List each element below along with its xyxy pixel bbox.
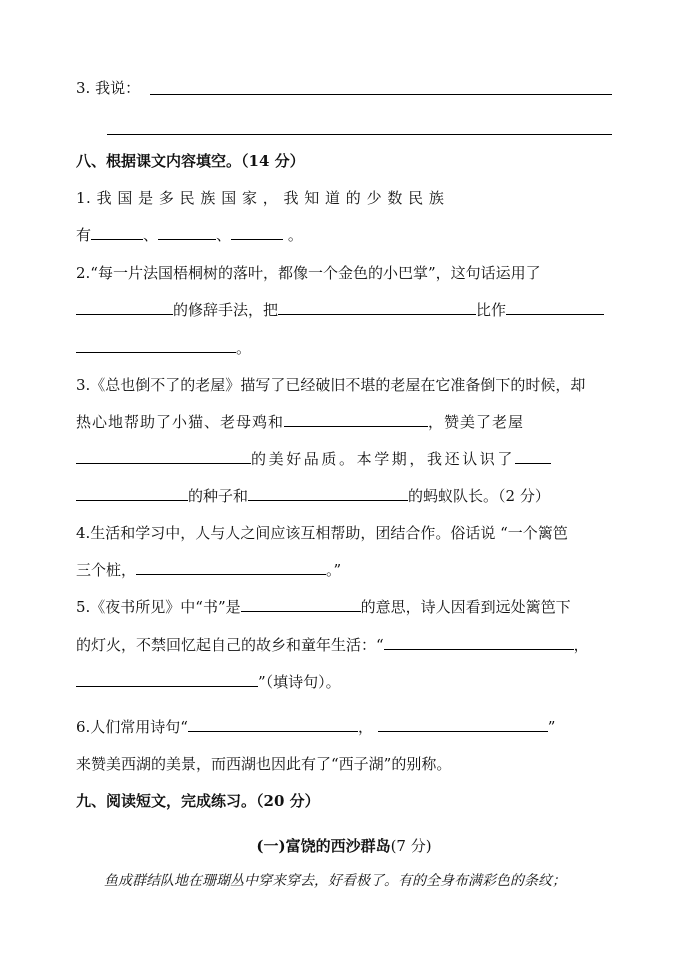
end-mark: 。 (236, 339, 252, 357)
item-5-line-3 (76, 670, 614, 694)
item-4-line-1: 4.生活和学习中，人与人之间应该互相帮助，团结合作。俗话说 “一个篱笆 (76, 524, 568, 542)
blank[interactable] (506, 300, 604, 315)
item-3-line-1: 3.《总也倒不了的老屋》描写了已经破旧不堪的老屋在它准备倒下的时候，却 (76, 376, 586, 394)
blank[interactable] (76, 449, 251, 464)
item-2-line-2 (76, 298, 614, 322)
item-3-text: 的种子和 (188, 487, 249, 505)
blank[interactable] (76, 338, 236, 353)
blank[interactable] (241, 597, 361, 612)
blank[interactable] (76, 486, 188, 501)
item-6-text: 6.人们常用诗句“ (76, 718, 188, 736)
item-3-text: ，赞美了老屋 (428, 413, 525, 431)
blank[interactable] (136, 560, 326, 575)
answer-line[interactable] (150, 94, 612, 95)
item-5-text: 的意思，诗人因看到远处篱笆下 (360, 598, 571, 616)
blank[interactable] (76, 672, 258, 687)
item-5-line-2 (76, 633, 614, 657)
item-1-line-1: 1. 我 国 是 多 民 族 国 家 ， 我 知 道 的 少 数 民 族 (76, 189, 445, 207)
blank[interactable] (378, 717, 548, 732)
item-5-text: ， (573, 636, 589, 654)
item-3-line-2 (76, 410, 614, 434)
separator: 、 (143, 226, 159, 244)
item-2-text: 的修辞手法，把 (173, 301, 279, 319)
blank[interactable] (384, 635, 574, 650)
passage-heading (0, 834, 688, 858)
blank[interactable] (284, 412, 428, 427)
end-mark: 。 (287, 226, 303, 244)
item-3-text: 的蚂蚁队长。（2 分） (408, 487, 550, 505)
section-8-title: 八、根据课文内容填空。（14 分） (76, 152, 305, 170)
item-2-line-1: 2.“每一片法国梧桐树的落叶，都像一个金色的小巴掌”，这句话运用了 (76, 264, 541, 282)
item-3-line-3 (76, 447, 614, 471)
item-1-prefix: 有 (76, 226, 92, 244)
blank[interactable] (515, 449, 551, 464)
item-5-line-1 (76, 595, 614, 619)
item-3-line-4 (76, 484, 614, 508)
item-6-text: ” (547, 718, 556, 736)
blank[interactable] (158, 225, 216, 240)
blank[interactable] (91, 225, 143, 240)
item-2-text: 比作 (476, 301, 507, 319)
item-5-text: 5.《夜书所见》中“书”是 (76, 598, 241, 616)
separator: 、 (216, 226, 232, 244)
item-6-line-2: 来赞美西湖的美景，而西湖也因此有了“西子湖”的别称。 (76, 755, 452, 773)
blank[interactable] (248, 486, 408, 501)
item-4-text: 三个桩， (76, 561, 137, 579)
blank[interactable] (278, 300, 476, 315)
section-9-title: 九、阅读短文，完成练习。（20 分） (76, 792, 320, 810)
item-4-line-2 (76, 558, 614, 582)
question-3 (76, 76, 614, 100)
item-5-text: 的灯火，不禁回忆起自己的故乡和童年生活：“ (76, 636, 384, 654)
blank[interactable] (76, 300, 173, 315)
passage-points: (7 分) (390, 837, 432, 855)
item-6-line-1 (76, 715, 614, 739)
passage-line-1: 鱼成群结队地在珊瑚丛中穿来穿去，好看极了。有的全身布满彩色的条纹； (104, 873, 566, 889)
item-4-text: 。” (326, 561, 342, 579)
item-1-line-2 (76, 223, 614, 247)
answer-line[interactable] (107, 134, 612, 135)
passage-title: (一)富饶的西沙群岛 (256, 837, 391, 855)
blank[interactable] (188, 717, 358, 732)
item-3-text: 的美好品质。本学期，我还认识了 (251, 450, 516, 468)
blank[interactable] (231, 225, 283, 240)
item-2-line-3 (76, 336, 614, 360)
item-5-text: ”（填诗句）。 (258, 673, 341, 691)
item-6-text: ， (357, 718, 373, 736)
item-3-text: 热心地帮助了小猫、老母鸡和 (76, 413, 285, 431)
question-3-label: 3. 我说： (76, 79, 141, 97)
